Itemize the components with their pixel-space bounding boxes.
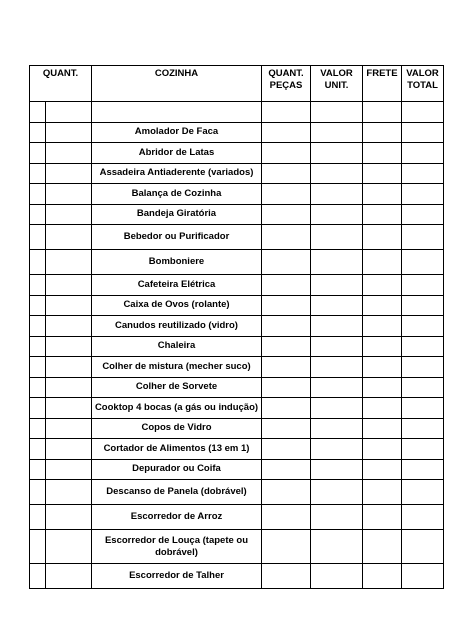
item-name-cell: Abridor de Latas (92, 143, 262, 164)
valor-unit-cell[interactable] (311, 122, 363, 143)
quant-pecas-cell[interactable] (262, 225, 311, 250)
valor-unit-cell[interactable] (311, 564, 363, 589)
quant-pecas-cell[interactable] (262, 250, 311, 275)
table-row (30, 184, 444, 205)
quantity-cell[interactable] (46, 225, 92, 250)
row-marker-cell (30, 530, 46, 564)
frete-cell[interactable] (363, 530, 402, 564)
item-name-cell: Cooktop 4 bocas (a gás ou indução) (92, 398, 262, 419)
item-name-cell: Escorredor de Arroz (92, 505, 262, 530)
frete-cell[interactable] (363, 250, 402, 275)
frete-cell[interactable] (363, 102, 402, 123)
valor-total-cell[interactable] (402, 377, 444, 398)
valor-total-cell[interactable] (402, 163, 444, 184)
table-row (30, 295, 444, 316)
valor-unit-cell[interactable] (311, 418, 363, 439)
quant-pecas-cell[interactable] (262, 143, 311, 164)
row-marker-cell (30, 316, 46, 337)
valor-total-cell[interactable] (402, 398, 444, 419)
quantity-cell[interactable] (46, 102, 92, 123)
quant-pecas-cell[interactable] (262, 459, 311, 480)
row-marker-cell (30, 418, 46, 439)
row-marker-cell (30, 439, 46, 460)
quant-pecas-cell[interactable] (262, 184, 311, 205)
valor-unit-cell[interactable] (311, 439, 363, 460)
quantity-cell[interactable] (46, 316, 92, 337)
row-marker-cell (30, 102, 46, 123)
table-row (30, 398, 444, 419)
item-name-cell (92, 102, 262, 123)
table-row (30, 102, 444, 123)
frete-cell[interactable] (363, 480, 402, 505)
valor-unit-cell[interactable] (311, 505, 363, 530)
valor-total-cell[interactable] (402, 184, 444, 205)
header-valor-total: VALOR TOTAL (402, 66, 444, 102)
row-marker-cell (30, 480, 46, 505)
table-row (30, 250, 444, 275)
quantity-cell[interactable] (46, 439, 92, 460)
header-quant: QUANT. (30, 66, 92, 102)
header-cozinha: COZINHA (92, 66, 262, 102)
valor-total-cell[interactable] (402, 439, 444, 460)
item-name-cell: Assadeira Antiaderente (variados) (92, 163, 262, 184)
valor-unit-cell[interactable] (311, 398, 363, 419)
table-row (30, 357, 444, 378)
quantity-cell[interactable] (46, 377, 92, 398)
quantity-cell[interactable] (46, 357, 92, 378)
table-row (30, 336, 444, 357)
item-name-cell: Caixa de Ovos (rolante) (92, 295, 262, 316)
valor-unit-cell[interactable] (311, 184, 363, 205)
valor-unit-cell[interactable] (311, 377, 363, 398)
valor-unit-cell[interactable] (311, 225, 363, 250)
item-name-cell: Amolador De Faca (92, 122, 262, 143)
table-row (30, 530, 444, 564)
quantity-cell[interactable] (46, 295, 92, 316)
table-header-row (30, 66, 444, 102)
frete-cell[interactable] (363, 564, 402, 589)
frete-cell[interactable] (363, 459, 402, 480)
table-row (30, 122, 444, 143)
quantity-cell[interactable] (46, 275, 92, 296)
item-name-cell: Bebedor ou Purificador (92, 225, 262, 250)
frete-cell[interactable] (363, 439, 402, 460)
valor-total-cell[interactable] (402, 357, 444, 378)
table-row (30, 377, 444, 398)
valor-total-cell[interactable] (402, 418, 444, 439)
quantity-cell[interactable] (46, 418, 92, 439)
table-row (30, 564, 444, 589)
frete-cell[interactable] (363, 336, 402, 357)
quant-pecas-cell[interactable] (262, 505, 311, 530)
frete-cell[interactable] (363, 418, 402, 439)
quant-pecas-cell[interactable] (262, 204, 311, 225)
row-marker-cell (30, 459, 46, 480)
table-row (30, 225, 444, 250)
row-marker-cell (30, 204, 46, 225)
valor-total-cell[interactable] (402, 122, 444, 143)
quantity-cell[interactable] (46, 459, 92, 480)
quantity-cell[interactable] (46, 204, 92, 225)
item-name-cell: Bomboniere (92, 250, 262, 275)
valor-unit-cell[interactable] (311, 204, 363, 225)
header-quant-pecas: QUANT. PEÇAS (262, 66, 311, 102)
quant-pecas-cell[interactable] (262, 357, 311, 378)
valor-total-cell[interactable] (402, 564, 444, 589)
row-marker-cell (30, 250, 46, 275)
table-row (30, 163, 444, 184)
quantity-cell[interactable] (46, 505, 92, 530)
row-marker-cell (30, 357, 46, 378)
quant-pecas-cell[interactable] (262, 398, 311, 419)
item-name-cell: Escorredor de Talher (92, 564, 262, 589)
valor-total-cell[interactable] (402, 225, 444, 250)
frete-cell[interactable] (363, 377, 402, 398)
item-name-cell: Bandeja Giratória (92, 204, 262, 225)
frete-cell[interactable] (363, 225, 402, 250)
quant-pecas-cell[interactable] (262, 102, 311, 123)
item-name-cell: Colher de mistura (mecher suco) (92, 357, 262, 378)
quant-pecas-cell[interactable] (262, 564, 311, 589)
valor-unit-cell[interactable] (311, 163, 363, 184)
table-row (30, 459, 444, 480)
valor-total-cell[interactable] (402, 316, 444, 337)
quantity-cell[interactable] (46, 480, 92, 505)
table-row (30, 439, 444, 460)
valor-unit-cell[interactable] (311, 102, 363, 123)
row-marker-cell (30, 295, 46, 316)
table-row (30, 204, 444, 225)
valor-total-cell[interactable] (402, 336, 444, 357)
quantity-cell[interactable] (46, 184, 92, 205)
header-valor-unit: VALOR UNIT. (311, 66, 363, 102)
valor-total-cell[interactable] (402, 530, 444, 564)
item-name-cell: Cafeteira Elétrica (92, 275, 262, 296)
table-row (30, 480, 444, 505)
quantity-cell[interactable] (46, 530, 92, 564)
frete-cell[interactable] (363, 143, 402, 164)
frete-cell[interactable] (363, 163, 402, 184)
row-marker-cell (30, 275, 46, 296)
quant-pecas-cell[interactable] (262, 377, 311, 398)
valor-total-cell[interactable] (402, 204, 444, 225)
quant-pecas-cell[interactable] (262, 418, 311, 439)
quant-pecas-cell[interactable] (262, 163, 311, 184)
valor-unit-cell[interactable] (311, 336, 363, 357)
header-frete: FRETE (363, 66, 402, 102)
quant-pecas-cell[interactable] (262, 122, 311, 143)
valor-total-cell[interactable] (402, 459, 444, 480)
table-row (30, 418, 444, 439)
item-name-cell: Colher de Sorvete (92, 377, 262, 398)
item-name-cell: Cortador de Alimentos (13 em 1) (92, 439, 262, 460)
quant-pecas-cell[interactable] (262, 295, 311, 316)
table-row (30, 316, 444, 337)
valor-unit-cell[interactable] (311, 143, 363, 164)
frete-cell[interactable] (363, 505, 402, 530)
quantity-cell[interactable] (46, 250, 92, 275)
valor-unit-cell[interactable] (311, 530, 363, 564)
row-marker-cell (30, 564, 46, 589)
table-row (30, 143, 444, 164)
quant-pecas-cell[interactable] (262, 480, 311, 505)
valor-unit-cell[interactable] (311, 295, 363, 316)
quantity-cell[interactable] (46, 143, 92, 164)
row-marker-cell (30, 505, 46, 530)
valor-total-cell[interactable] (402, 295, 444, 316)
valor-total-cell[interactable] (402, 102, 444, 123)
quantity-cell[interactable] (46, 336, 92, 357)
frete-cell[interactable] (363, 275, 402, 296)
item-name-cell: Descanso de Panela (dobrável) (92, 480, 262, 505)
frete-cell[interactable] (363, 204, 402, 225)
item-name-cell: Escorredor de Louça (tapete ou dobrável) (92, 530, 262, 564)
quant-pecas-cell[interactable] (262, 530, 311, 564)
frete-cell[interactable] (363, 316, 402, 337)
table-row (30, 505, 444, 530)
frete-cell[interactable] (363, 122, 402, 143)
valor-unit-cell[interactable] (311, 480, 363, 505)
frete-cell[interactable] (363, 398, 402, 419)
valor-total-cell[interactable] (402, 505, 444, 530)
item-name-cell: Chaleira (92, 336, 262, 357)
row-marker-cell (30, 225, 46, 250)
quant-pecas-cell[interactable] (262, 336, 311, 357)
quant-pecas-cell[interactable] (262, 316, 311, 337)
quantity-cell[interactable] (46, 163, 92, 184)
item-name-cell: Depurador ou Coifa (92, 459, 262, 480)
kitchen-inventory-table (29, 65, 444, 589)
valor-unit-cell[interactable] (311, 357, 363, 378)
row-marker-cell (30, 336, 46, 357)
row-marker-cell (30, 377, 46, 398)
valor-total-cell[interactable] (402, 143, 444, 164)
row-marker-cell (30, 163, 46, 184)
frete-cell[interactable] (363, 295, 402, 316)
table-row (30, 275, 444, 296)
quantity-cell[interactable] (46, 122, 92, 143)
row-marker-cell (30, 398, 46, 419)
frete-cell[interactable] (363, 357, 402, 378)
row-marker-cell (30, 122, 46, 143)
row-marker-cell (30, 184, 46, 205)
valor-total-cell[interactable] (402, 480, 444, 505)
quantity-cell[interactable] (46, 398, 92, 419)
valor-total-cell[interactable] (402, 250, 444, 275)
frete-cell[interactable] (363, 184, 402, 205)
item-name-cell: Copos de Vidro (92, 418, 262, 439)
quant-pecas-cell[interactable] (262, 275, 311, 296)
valor-total-cell[interactable] (402, 275, 444, 296)
valor-unit-cell[interactable] (311, 250, 363, 275)
row-marker-cell (30, 143, 46, 164)
item-name-cell: Canudos reutilizado (vidro) (92, 316, 262, 337)
valor-unit-cell[interactable] (311, 316, 363, 337)
item-name-cell: Balança de Cozinha (92, 184, 262, 205)
valor-unit-cell[interactable] (311, 275, 363, 296)
quantity-cell[interactable] (46, 564, 92, 589)
quant-pecas-cell[interactable] (262, 439, 311, 460)
valor-unit-cell[interactable] (311, 459, 363, 480)
